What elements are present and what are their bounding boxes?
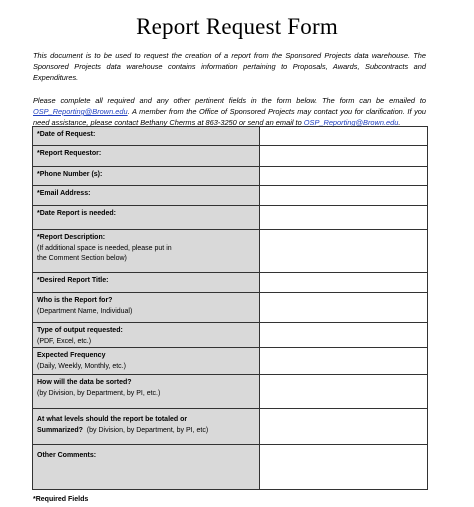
totaled-field[interactable] <box>260 409 428 445</box>
email-address-label: *Email Address: <box>33 186 260 206</box>
form-row-phone-number <box>33 167 428 186</box>
form-row-email-address <box>33 186 428 206</box>
frequency-title: Expected Frequency <box>37 352 106 359</box>
comments-label: Other Comments: <box>33 445 260 490</box>
totaled-title: At what levels should the report be totaled or <box>37 416 188 423</box>
email-address-field[interactable] <box>260 186 428 206</box>
sorted-title: How will the data be sorted? <box>37 379 132 386</box>
intro-text-part3: . <box>398 118 401 127</box>
report-description-hint-1: (If additional space is needed, please put in <box>37 244 172 252</box>
form-row-date-needed <box>33 206 428 230</box>
sorted-field[interactable] <box>260 375 428 409</box>
totaled-hint: (by Division, by Department, by PI, etc) <box>86 426 209 434</box>
intro-paragraph-2 <box>33 95 426 128</box>
frequency-field[interactable] <box>260 348 428 375</box>
report-requestor-label: *Report Requestor: <box>33 146 260 167</box>
output-type-hint: (PDF, Excel, etc.) <box>37 337 92 345</box>
totaled-title-2-text: Summarized? <box>37 426 83 434</box>
report-description-hint-2: the Comment Section below) <box>37 255 127 262</box>
form-row-date-of-request <box>33 127 428 146</box>
output-type-title: Type of output requested: <box>37 327 123 334</box>
form-row-totaled <box>33 409 428 445</box>
frequency-label <box>33 348 260 375</box>
totaled-label <box>33 409 260 445</box>
form-row-output-type <box>33 323 428 348</box>
intro-text-part1: Please complete all required and any other pertinent fields in the form below. The form can be emailed to <box>33 96 426 105</box>
sorted-label <box>33 375 260 409</box>
required-fields-note: *Required Fields <box>33 496 89 503</box>
report-description-title: *Report Description: <box>37 234 106 241</box>
phone-number-field[interactable] <box>260 167 428 186</box>
report-description-label <box>33 230 260 273</box>
sorted-hint: (by Division, by Department, by PI, etc.) <box>37 389 161 397</box>
form-row-report-requestor <box>33 146 428 167</box>
form-row-sorted <box>33 375 428 409</box>
output-type-label <box>33 323 260 348</box>
comments-field[interactable] <box>260 445 428 490</box>
intro-paragraph-1: This document is to be used to request the creation of a report from the Sponsored Projects data warehouse. The Sponsored Projects data warehouse contains information pertaining to Proposals, Awards, Subcontracts and Expenditures. <box>33 51 426 82</box>
page-title: Report Request Form <box>136 14 338 39</box>
report-for-title: Who is the Report for? <box>37 297 113 304</box>
phone-number-label: *Phone Number (s): <box>33 167 260 186</box>
form-row-frequency <box>33 348 428 375</box>
totaled-title-2 <box>37 426 259 437</box>
report-for-hint: (Department Name, Individual) <box>37 307 133 315</box>
date-of-request-label: *Date of Request: <box>33 127 260 146</box>
request-form-table <box>32 126 428 490</box>
desired-title-field[interactable] <box>260 273 428 293</box>
date-of-request-field[interactable] <box>260 127 428 146</box>
output-type-field[interactable] <box>260 323 428 348</box>
email-link[interactable]: OSP_Reporting@Brown.edu <box>33 107 128 116</box>
form-row-comments <box>33 445 428 490</box>
form-row-report-for <box>33 293 428 323</box>
date-needed-label: *Date Report is needed: <box>33 206 260 230</box>
email-link-2[interactable]: OSP_Reporting@Brown.edu <box>303 118 399 127</box>
report-description-field[interactable] <box>260 230 428 273</box>
frequency-hint: (Daily, Weekly, Monthly, etc.) <box>37 362 126 370</box>
form-row-report-description <box>33 230 428 273</box>
report-for-label <box>33 293 260 323</box>
report-requestor-field[interactable] <box>260 146 428 167</box>
intro-text-part2: . A member from the Office of Sponsored Projects may contact you for clarification. If you need assistance, please contact Bethany Cherms at 863-3250 or send an email to <box>33 107 426 127</box>
intro-text <box>33 50 426 128</box>
date-needed-field[interactable] <box>260 206 428 230</box>
report-for-field[interactable] <box>260 293 428 323</box>
form-row-desired-title <box>33 273 428 293</box>
desired-title-label: *Desired Report Title: <box>33 273 260 293</box>
